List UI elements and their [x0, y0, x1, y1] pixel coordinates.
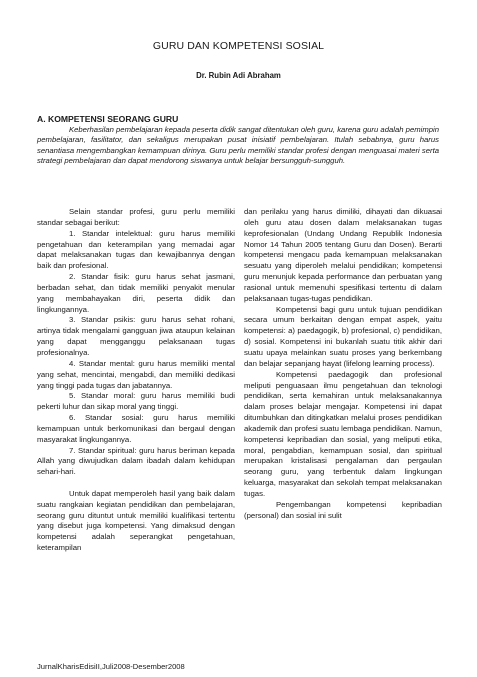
- right-column: [244, 207, 442, 521]
- article-author: Dr. Rubin Adi Abraham: [196, 71, 281, 80]
- paragraph: 2. Standar fisik: guru harus sehat jasmani, berbadan sehat, dan tidak memiliki penyakit menular yang membahayakan diri, peserta didik dan lingkungannya.: [37, 272, 235, 314]
- paragraph: 3. Standar psikis: guru harus sehat rohani, artinya tidak mengalami gangguan jiwa ataupun kelainan yang dapat mengganggu pelaksanaan tugas profesionalnya.: [37, 315, 235, 357]
- article-title: GURU DAN KOMPETENSI SOSIAL: [152, 40, 325, 52]
- intro-paragraph: [37, 125, 439, 167]
- journal-footer: JurnalKharisEdisiII,Juli2008-Desember2008: [37, 662, 185, 671]
- paragraph: 1. Standar intelektual: guru harus memiliki pengetahuan dan keterampilan yang memadai agar dapat melaksanakan tugas dan kewajibannya dengan baik dan profesional.: [37, 228, 235, 271]
- paragraph: 7. Standar spiritual: guru harus beriman kepada Allah yang diwujudkan dalam ibadah dalam kehidupan sehari-hari.: [37, 445, 235, 477]
- paragraph: dan perilaku yang harus dimiliki, dihayati dan dikuasai oleh guru atau dosen dalam melaksanakan tugas keprofesionalan (Undang Undang Republik Indonesia Nomor 14 Tahun 2005 tentang Guru dan Dosen). Berarti kompetensi mengacu pada kemampuan melaksanakan sesuatu yang diperoleh melalui pendidikan; kompetensi guru menunjuk kepada performance dan perbuatan yang rasional untuk memenuhi spesifikasi tertentu di dalam pelaksanaan tugas-tugas pendidikan.: [244, 207, 442, 303]
- intro-text: Keberhasilan pembelajaran kepada peserta didik sangat ditentukan oleh guru, karena guru adalah pemimpin pembelajaran, fasilitator, dan sekaligus merupakan pusat inisiatif pembelajaran. Itulah sebabnya, guru harus senantiasa mengembangkan kemampuan dirinya. Guru perlu memiliki standar profesi dengan menguasai materi serta strategi pembelajaran dan dapat mendorong siswanya untuk belajar bersungguh-sungguh.: [37, 125, 439, 166]
- paragraph: 6. Standar sosial: guru harus memiliki kemampuan untuk berkomunikasi dan bergaul dengan masyarakat lingkungannya.: [37, 413, 235, 444]
- paragraph: Selain standar profesi, guru perlu memiliki standar sebagai berikut:: [37, 207, 235, 227]
- paragraph: Untuk dapat memperoleh hasil yang baik dalam suatu rangkaian kegiatan pendidikan dan pembelajaran, seorang guru dituntut untuk memiliki kualifikasi tertentu yang disebut juga kompetensi. Yang dimaksud dengan kompetensi adalah seperangkat pengetahuan, keterampilan: [37, 488, 235, 553]
- paragraph: 4. Standar mental: guru harus memiliki mental yang sehat, mencintai, mengabdi, dan memiliki dedikasi yang tinggi pada tugas dan jabatannya.: [37, 358, 235, 390]
- paragraph: 5. Standar moral: guru harus memiliki budi pekerti luhur dan sikap moral yang tinggi.: [37, 391, 235, 412]
- section-heading: A. KOMPETENSI SEORANG GURU: [37, 114, 179, 124]
- paragraph: Pengembangan kompetensi kepribadian (personal) dan sosial ini sulit: [244, 499, 442, 520]
- paragraph: Kompetensi paedagogik dan profesional meliputi penguasaan ilmu pengetahuan dan teknologi pendidikan, serta kemahiran untuk melaksanakannya dalam proses belajar mengajar. Kompetensi ini dapat ditumbuhkan dan ditingkatkan melalui proses pendidikan akademik dan profesi suatu lembaga pendidikan. Namun, kompetensi kepribadian dan sosial, yang meliputi etika, moral, pengabdian, kemampuan sosial, dan spiritual merupakan kristalisasi pengalaman dan pergaulan seorang guru, yang terbentuk dalam lingkungan keluarga, masyarakat dan sekolah tempat melaksanakan tugas.: [244, 369, 442, 498]
- paragraph: Kompetensi bagi guru untuk tujuan pendidikan secara umum berkaitan dengan empat aspek, yaitu kompetensi: a) paedagogik, b) profesional, c) pendidikan, d) sosial. Kompetensi ini bukanlah suatu titik akhir dari suatu upaya melainkan suatu proses yang berkembang dan belajar sepanjang hayat (lifelong learning process).: [244, 304, 442, 368]
- left-column: [37, 207, 235, 554]
